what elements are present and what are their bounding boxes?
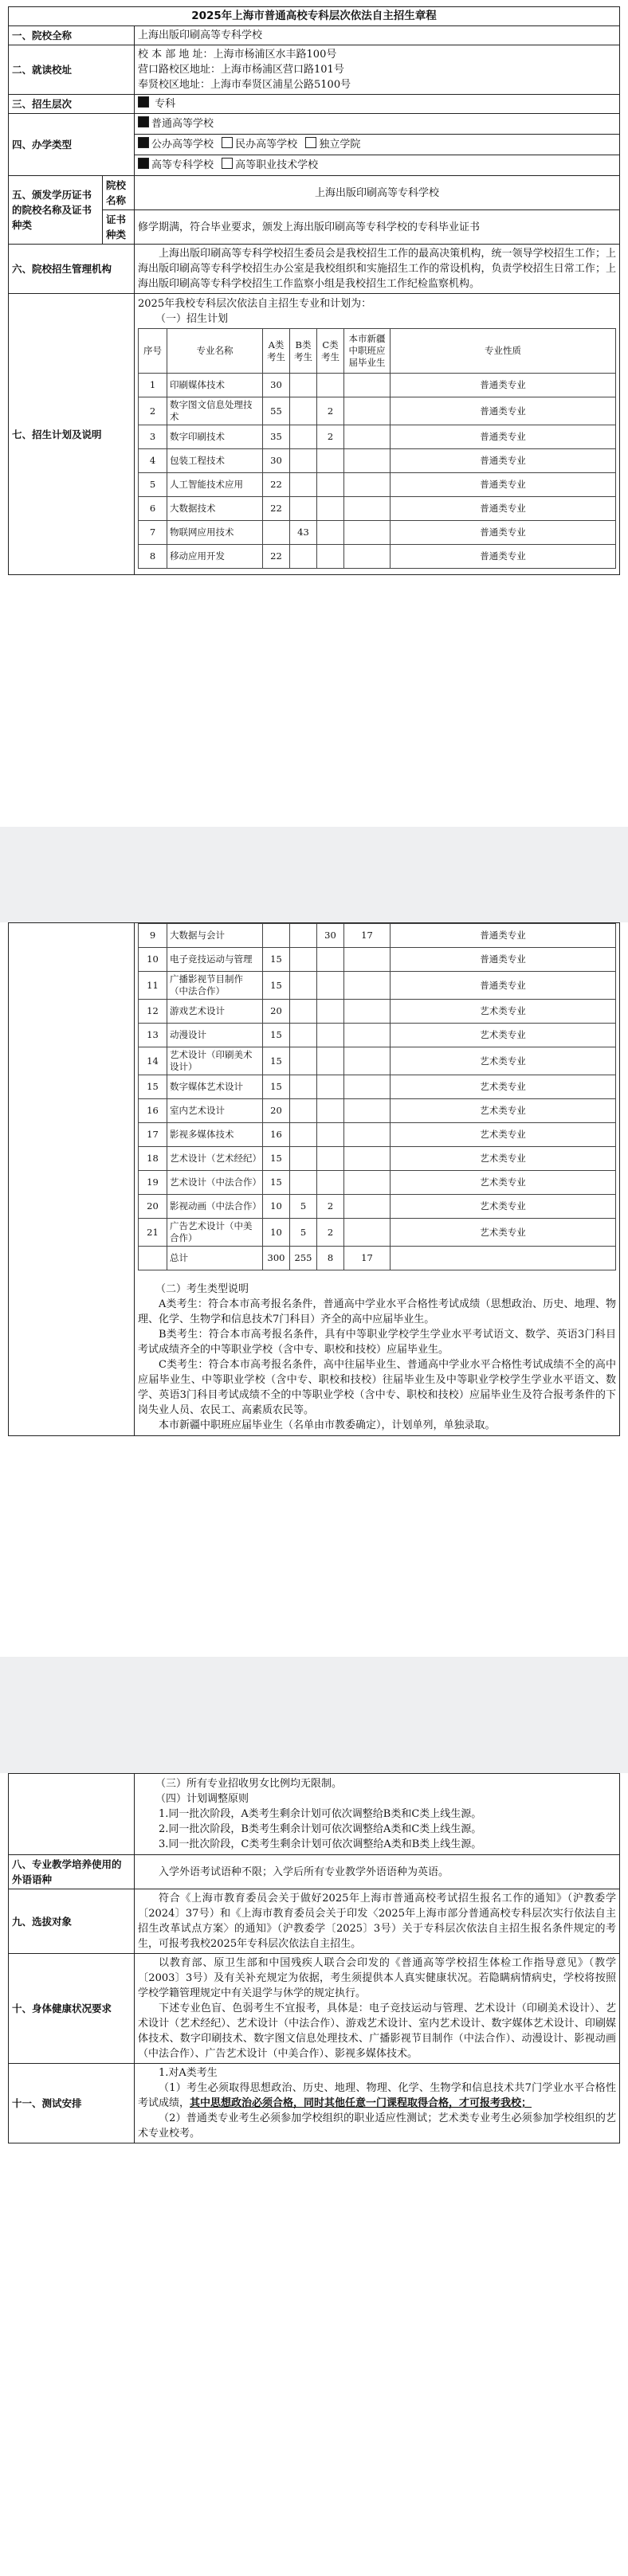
plan-table-cell bbox=[317, 545, 344, 569]
plan-table-cell: 9 bbox=[139, 924, 167, 948]
type-option: 独立学院 bbox=[319, 139, 361, 151]
type-a-text: A类考生：符合本市高考报名条件，普通高中学业水平合格性考试成绩（思想政治、历史、地理、物理、化学、生物学和信息技术7门科目）齐全的高中应届毕业生。 bbox=[138, 1298, 616, 1325]
plan-table-cell: 普通类专业 bbox=[391, 473, 616, 497]
plan-table-cell: 2 bbox=[317, 1195, 344, 1219]
plan-table-cell: 10 bbox=[139, 948, 167, 972]
plan-table-cell: 2 bbox=[317, 425, 344, 449]
adjust-rule: 2.同一批次阶段，B类考生剩余计划可依次调整给A类和C类上线生源。 bbox=[159, 1823, 482, 1835]
plan-table-row bbox=[139, 545, 616, 569]
plan-table-cell bbox=[344, 497, 391, 521]
level-label: 三、招生层次 bbox=[9, 95, 135, 114]
plan-table-cell: 2 bbox=[139, 397, 167, 425]
plan-table-cell: 22 bbox=[263, 545, 290, 569]
plan-table-cell: 数字印刷技术 bbox=[167, 425, 263, 449]
address-line: 校 本 部 地 址：上海市杨浦区水丰路100号 bbox=[138, 49, 337, 61]
plan-table-cell bbox=[344, 521, 391, 545]
plan-table-row bbox=[139, 473, 616, 497]
plan-table-row bbox=[139, 374, 616, 397]
plan-table-cell: 13 bbox=[139, 1024, 167, 1047]
plan-table-cell: 15 bbox=[263, 972, 290, 1000]
plan-table-cell bbox=[317, 1171, 344, 1195]
type-b-text: B类考生：符合本市高考报名条件，具有中等职业学校学生学业水平考试语文、数学、英语3门科目考试成绩齐全的中等职业学校（含中专、职校和技校）应届毕业生。 bbox=[138, 1329, 616, 1356]
plan-table-cell: 电子竞技运动与管理 bbox=[167, 948, 263, 972]
plan-table-row bbox=[139, 972, 616, 1000]
exam-line-2-emphasis: 其中思想政治必须合格，同时其他任意一门课程取得合格，才可报考我校； bbox=[190, 2097, 532, 2109]
plan-table-row bbox=[139, 948, 616, 972]
plan-table-cell: 10 bbox=[263, 1195, 290, 1219]
plan-table-cell: 影视动画（中法合作） bbox=[167, 1195, 263, 1219]
xinjiang-text: 本市新疆中职班应届毕业生（名单由市教委确定），计划单列，单独录取。 bbox=[159, 1419, 496, 1431]
plan-table-row bbox=[139, 1000, 616, 1024]
plan-table-cell bbox=[344, 1171, 391, 1195]
exam-line-2-text: （1）考生必须取得思想政治、历史、地理、物理、化学、生物学和信息技术共7门学业水平合格性考试成绩， bbox=[138, 2082, 616, 2109]
plan-table-cell: 艺术类专业 bbox=[391, 1147, 616, 1171]
plan-table-cell bbox=[317, 1000, 344, 1024]
plan-table-cell: 30 bbox=[263, 374, 290, 397]
plan-table-cell bbox=[344, 449, 391, 473]
adjust-rule: 3.同一批次阶段，C类考生剩余计划可依次调整给A类和B类上线生源。 bbox=[159, 1838, 482, 1850]
plan-table-cell: 16 bbox=[263, 1123, 290, 1147]
plan-table-cell: 游戏艺术设计 bbox=[167, 1000, 263, 1024]
plan-table-cell bbox=[344, 1000, 391, 1024]
cert-school-label: 院校名称 bbox=[103, 176, 135, 210]
plan-table-cell: 12 bbox=[139, 1000, 167, 1024]
plan-table-header: 本市新疆中职班应届毕业生 bbox=[344, 329, 391, 374]
plan-table-row bbox=[139, 425, 616, 449]
plan-table-cell: 普通类专业 bbox=[391, 425, 616, 449]
mgmt-text: 上海出版印刷高等专科学校招生委员会是我校招生工作的最高决策机构，统一领导学校招生工作；上海出版印刷高等专科学校招生办公室是我校组织和实施招生工作的常设机构，负责学校招生日常工作；上海出版印刷高等专科学校招生工作监察小组是我校招生工作纪检监察机构。 bbox=[138, 248, 616, 290]
plan-table-cell bbox=[290, 1075, 317, 1099]
plan-table-cell: 普通类专业 bbox=[391, 497, 616, 521]
adjust-rule: 1.同一批次阶段，A类考生剩余计划可依次调整给B类和C类上线生源。 bbox=[159, 1808, 482, 1820]
plan-table-cell: 30 bbox=[263, 449, 290, 473]
charter-table-continued bbox=[8, 922, 620, 1436]
plan-table-cell: 室内艺术设计 bbox=[167, 1099, 263, 1123]
type-option: 公办高等学校 bbox=[151, 139, 214, 151]
plan-table-cell: 广播影视节目制作（中法合作） bbox=[167, 972, 263, 1000]
plan-table-cell: 20 bbox=[139, 1195, 167, 1219]
plan-table-cell: 艺术类专业 bbox=[391, 1075, 616, 1099]
plan-sub2: （二）考生类型说明 bbox=[155, 1283, 249, 1295]
plan-table-cell: 255 bbox=[290, 1247, 317, 1270]
plan-table-cell: 15 bbox=[263, 948, 290, 972]
plan-table-cell bbox=[344, 1219, 391, 1247]
plan-table-cell: 15 bbox=[263, 1047, 290, 1075]
plan-table-cell: 21 bbox=[139, 1219, 167, 1247]
plan-table-cell bbox=[344, 1195, 391, 1219]
plan-table-cell: 普通类专业 bbox=[391, 449, 616, 473]
plan-table-part1 bbox=[138, 328, 616, 569]
plan-table-cell: 包装工程技术 bbox=[167, 449, 263, 473]
plan-table-cell: 18 bbox=[139, 1147, 167, 1171]
plan-table-header: B类考生 bbox=[290, 329, 317, 374]
plan-table-cell bbox=[317, 449, 344, 473]
plan-table-row bbox=[139, 1195, 616, 1219]
plan-table-cell: 17 bbox=[344, 924, 391, 948]
checked-box-icon bbox=[138, 158, 149, 169]
plan-table-row bbox=[139, 397, 616, 425]
plan-table-cell: 22 bbox=[263, 497, 290, 521]
plan-table-cell bbox=[317, 473, 344, 497]
plan-table-cell: 16 bbox=[139, 1099, 167, 1123]
plan-table-cell: 5 bbox=[139, 473, 167, 497]
plan-table-cell: 普通类专业 bbox=[391, 374, 616, 397]
type-label: 四、办学类型 bbox=[9, 114, 135, 176]
plan-table-cell bbox=[317, 1147, 344, 1171]
plan-table-cell: 14 bbox=[139, 1047, 167, 1075]
plan-table-cell: 5 bbox=[290, 1219, 317, 1247]
plan-table-cell bbox=[290, 1099, 317, 1123]
exam-line-1: 1.对A类考生 bbox=[159, 2067, 218, 2079]
plan-table-row bbox=[139, 1219, 616, 1247]
health-label: 十、身体健康状况要求 bbox=[9, 1954, 135, 2064]
lang-label: 八、专业教学培养使用的外语语种 bbox=[9, 1855, 135, 1889]
plan-sub4: （四）计划调整原则 bbox=[155, 1793, 249, 1805]
page-gap bbox=[0, 827, 628, 922]
charter-table-page3 bbox=[8, 1773, 620, 2143]
plan-table-cell: 15 bbox=[263, 1147, 290, 1171]
plan-table-cell: 艺术类专业 bbox=[391, 1099, 616, 1123]
address-value bbox=[135, 45, 620, 95]
plan-table-cell: 印刷媒体技术 bbox=[167, 374, 263, 397]
plan-table-cell: 普通类专业 bbox=[391, 948, 616, 972]
cert-type-label: 证书种类 bbox=[103, 210, 135, 245]
plan-table-cell bbox=[317, 948, 344, 972]
plan-table-cell: 15 bbox=[263, 1024, 290, 1047]
plan-label-continued bbox=[9, 923, 135, 1436]
plan-table-cell: 动漫设计 bbox=[167, 1024, 263, 1047]
plan-table-cell: 艺术类专业 bbox=[391, 1047, 616, 1075]
plan-table-cell bbox=[317, 521, 344, 545]
plan-table-header: C类考生 bbox=[317, 329, 344, 374]
type-option: 普通高等学校 bbox=[151, 118, 214, 130]
plan-table-cell bbox=[344, 1075, 391, 1099]
plan-table-cell bbox=[290, 1000, 317, 1024]
plan-table-cell bbox=[290, 1123, 317, 1147]
plan-table-part2 bbox=[138, 923, 616, 1270]
plan-table-cell: 15 bbox=[263, 1075, 290, 1099]
plan-table-cell: 艺术类专业 bbox=[391, 1171, 616, 1195]
health-text-2: 下述专业色盲、色弱考生不宜报考，具体是：电子竞技运动与管理、艺术设计（印刷美术设计）、艺术设计（艺术经纪）、艺术设计（中法合作）、游戏艺术设计、室内艺术设计、数字媒体艺术设计、印刷媒体技术、数字印刷技术、数字图文信息处理技术、广播影视节目制作（中法合作）、动漫设计、影视动画（中法合作）、广告艺术设计（中美合作）、影视多媒体技术。 bbox=[138, 2002, 616, 2060]
exam-line-2 bbox=[138, 2081, 616, 2111]
plan-table-cell: 人工智能技术应用 bbox=[167, 473, 263, 497]
unchecked-box-icon bbox=[222, 137, 233, 148]
plan-table-cell bbox=[290, 397, 317, 425]
plan-table-cell bbox=[290, 449, 317, 473]
plan-table-cell: 300 bbox=[263, 1247, 290, 1270]
plan-table-cell bbox=[290, 972, 317, 1000]
type-option: 高等职业技术学校 bbox=[235, 159, 319, 171]
plan-table-cell bbox=[317, 1123, 344, 1147]
plan-sub1: （一）招生计划 bbox=[155, 313, 229, 325]
plan-intro: 2025年我校专科层次依法自主招生专业和计划为： bbox=[138, 298, 372, 310]
plan-table-header: 序号 bbox=[139, 329, 167, 374]
level-value bbox=[135, 95, 620, 114]
plan-table-cell bbox=[344, 1024, 391, 1047]
plan-table-cell: 7 bbox=[139, 521, 167, 545]
plan-table-cell bbox=[344, 1147, 391, 1171]
plan-table-cell bbox=[263, 521, 290, 545]
level-option: 专科 bbox=[155, 98, 176, 110]
plan-table-row bbox=[139, 1171, 616, 1195]
lang-text: 入学外语考试语种不限；入学后所有专业教学外语语种为英语。 bbox=[159, 1865, 449, 1878]
plan-table-cell: 普通类专业 bbox=[391, 397, 616, 425]
plan-table-cell bbox=[317, 374, 344, 397]
plan-table-cell bbox=[344, 473, 391, 497]
plan-table-row bbox=[139, 1099, 616, 1123]
plan-table-cell: 4 bbox=[139, 449, 167, 473]
plan-table-cell bbox=[317, 1099, 344, 1123]
plan-table-cell bbox=[290, 1047, 317, 1075]
plan-table-header: 专业性质 bbox=[391, 329, 616, 374]
plan-table-cell: 20 bbox=[263, 1000, 290, 1024]
plan-label: 七、招生计划及说明 bbox=[9, 294, 135, 575]
plan-table-row bbox=[139, 449, 616, 473]
plan-table-cell: 移动应用开发 bbox=[167, 545, 263, 569]
plan-table-cell bbox=[290, 1171, 317, 1195]
type-option: 高等专科学校 bbox=[151, 159, 214, 171]
unchecked-box-icon bbox=[222, 158, 233, 169]
plan-table-cell bbox=[344, 425, 391, 449]
page-3 bbox=[8, 1773, 620, 2143]
plan-table-row bbox=[139, 1147, 616, 1171]
address-label: 二、就读校址 bbox=[9, 45, 135, 95]
plan-sub3: （三）所有专业招收男女比例均无限制。 bbox=[155, 1778, 343, 1790]
plan-table-cell bbox=[290, 473, 317, 497]
plan-table-cell: 3 bbox=[139, 425, 167, 449]
plan-table-cell: 普通类专业 bbox=[391, 521, 616, 545]
plan-table-header: A类考生 bbox=[263, 329, 290, 374]
plan-table-cell bbox=[317, 1075, 344, 1099]
plan-table-cell: 8 bbox=[317, 1247, 344, 1270]
plan-table-cell: 艺术设计（印刷美术设计） bbox=[167, 1047, 263, 1075]
plan-table-cell bbox=[317, 1047, 344, 1075]
plan-table-cell: 19 bbox=[139, 1171, 167, 1195]
plan-table-row bbox=[139, 521, 616, 545]
plan-table-cell bbox=[290, 924, 317, 948]
plan-table-row bbox=[139, 1075, 616, 1099]
exam-label: 十一、测试安排 bbox=[9, 2064, 135, 2143]
plan-table-cell bbox=[391, 1247, 616, 1270]
plan-table-cell bbox=[290, 545, 317, 569]
plan-table-cell: 6 bbox=[139, 497, 167, 521]
school-name-label: 一、院校全称 bbox=[9, 26, 135, 45]
plan-table-cell: 艺术类专业 bbox=[391, 1219, 616, 1247]
plan-table-cell bbox=[139, 1247, 167, 1270]
plan-table-cell bbox=[290, 1147, 317, 1171]
plan-table-cell: 5 bbox=[290, 1195, 317, 1219]
plan-table-row bbox=[139, 1024, 616, 1047]
plan-table-cell: 物联网应用技术 bbox=[167, 521, 263, 545]
plan-table-cell bbox=[290, 374, 317, 397]
plan-table-cell: 艺术设计（艺术经纪） bbox=[167, 1147, 263, 1171]
plan-table-cell: 艺术设计（中法合作） bbox=[167, 1171, 263, 1195]
plan-table-cell: 17 bbox=[344, 1247, 391, 1270]
address-line: 奉贤校区地址：上海市奉贤区浦星公路5100号 bbox=[138, 79, 351, 91]
charter-table bbox=[8, 6, 620, 575]
plan-table-cell: 30 bbox=[317, 924, 344, 948]
plan-table-cell bbox=[344, 1123, 391, 1147]
plan-table-cell: 大数据与会计 bbox=[167, 924, 263, 948]
plan-table-cell bbox=[344, 397, 391, 425]
plan-table-cell: 15 bbox=[139, 1075, 167, 1099]
plan-table-cell: 数字图文信息处理技术 bbox=[167, 397, 263, 425]
plan-table-cell: 20 bbox=[263, 1099, 290, 1123]
plan-table-header: 专业名称 bbox=[167, 329, 263, 374]
plan-table-cell: 22 bbox=[263, 473, 290, 497]
plan-table-cell bbox=[344, 948, 391, 972]
page-2 bbox=[8, 922, 620, 1436]
plan-table-cell bbox=[317, 1024, 344, 1047]
page-1 bbox=[8, 6, 620, 575]
checked-box-icon bbox=[138, 96, 149, 108]
plan-table-cell: 11 bbox=[139, 972, 167, 1000]
plan-table-cell bbox=[344, 1099, 391, 1123]
plan-table-cell bbox=[317, 972, 344, 1000]
plan-table-row bbox=[139, 497, 616, 521]
plan-table-cell bbox=[344, 374, 391, 397]
plan-table-cell bbox=[263, 924, 290, 948]
plan-table-cell bbox=[290, 1024, 317, 1047]
plan-table-row bbox=[139, 1247, 616, 1270]
plan-table-cell: 数字媒体艺术设计 bbox=[167, 1075, 263, 1099]
health-text-1: 以教育部、原卫生部和中国残疾人联合会印发的《普通高等学校招生体检工作指导意见》（教学〔2003〕3号）及有关补充规定为依据，考生须提供本人真实健康状况。若隐瞒病情病史，学校将按照学校学籍管理规定中有关退学与休学的规定执行。 bbox=[138, 1957, 616, 1999]
plan-table-row bbox=[139, 1047, 616, 1075]
checked-box-icon bbox=[138, 137, 149, 148]
plan-table-cell bbox=[290, 425, 317, 449]
plan-table-row bbox=[139, 1123, 616, 1147]
exam-line-3: （2）普通类专业考生必须参加学校组织的职业适应性测试；艺术类专业考生必须参加学校组织的艺术专业校考。 bbox=[138, 2112, 616, 2139]
plan-table-cell bbox=[344, 972, 391, 1000]
plan-table-cell: 艺术类专业 bbox=[391, 1195, 616, 1219]
plan-table-row bbox=[139, 924, 616, 948]
unchecked-box-icon bbox=[305, 137, 316, 148]
plan-table-cell: 43 bbox=[290, 521, 317, 545]
checked-box-icon bbox=[138, 116, 149, 127]
plan-table-cell: 55 bbox=[263, 397, 290, 425]
plan-table-cell bbox=[290, 948, 317, 972]
document-title: 2025年上海市普通高校专科层次依法自主招生章程 bbox=[9, 7, 620, 26]
plan-table-cell: 大数据技术 bbox=[167, 497, 263, 521]
plan-table-cell: 艺术类专业 bbox=[391, 1000, 616, 1024]
plan-table-cell: 艺术类专业 bbox=[391, 1123, 616, 1147]
school-name-value: 上海出版印刷高等专科学校 bbox=[135, 26, 620, 45]
plan-label-continued bbox=[9, 1774, 135, 1855]
plan-table-cell: 2 bbox=[317, 1219, 344, 1247]
type-c-text: C类考生：符合本市高考报名条件，高中往届毕业生、普通高中学业水平合格性考试成绩不全的高中应届毕业生、中等职业学校（含中专、职校和技校）往届毕业生及中等职业学校学生学业水平语文、数学、英语3门科目考试成绩不全的中等职业学校（含中专、职校和技校）应届毕业生及符合报考条件的下岗失业人员、农民工、高素质农民等。 bbox=[138, 1359, 616, 1416]
plan-table-cell bbox=[290, 497, 317, 521]
plan-table-cell: 普通类专业 bbox=[391, 545, 616, 569]
type-value bbox=[135, 114, 620, 176]
plan-table-cell: 35 bbox=[263, 425, 290, 449]
plan-table-cell: 总计 bbox=[167, 1247, 263, 1270]
plan-table-cell: 普通类专业 bbox=[391, 972, 616, 1000]
plan-table-cell: 艺术类专业 bbox=[391, 1024, 616, 1047]
plan-table-cell: 8 bbox=[139, 545, 167, 569]
cert-school-value: 上海出版印刷高等专科学校 bbox=[135, 176, 620, 210]
plan-table-cell: 2 bbox=[317, 397, 344, 425]
mgmt-label: 六、院校招生管理机构 bbox=[9, 245, 135, 294]
plan-table-cell bbox=[317, 497, 344, 521]
plan-table-cell: 广告艺术设计（中美合作） bbox=[167, 1219, 263, 1247]
plan-table-cell bbox=[344, 545, 391, 569]
address-line: 营口路校区地址：上海市杨浦区营口路101号 bbox=[138, 64, 344, 76]
plan-table-cell: 影视多媒体技术 bbox=[167, 1123, 263, 1147]
plan-table-cell: 1 bbox=[139, 374, 167, 397]
target-label: 九、选拔对象 bbox=[9, 1889, 135, 1954]
plan-table-cell: 17 bbox=[139, 1123, 167, 1147]
plan-table-cell bbox=[344, 1047, 391, 1075]
plan-table-cell: 10 bbox=[263, 1219, 290, 1247]
target-text: 符合《上海市教育委员会关于做好2025年上海市普通高校考试招生报名工作的通知》（沪教委学〔2024〕37号）和《上海市教育委员会关于印发〈2025年上海市部分普通高校专科层次实行依法自主招生改革试点方案〉的通知》（沪教委学〔2025〕3号）关于专科层次依法自主招生报名条件规定的考生，可报考我校2025年专科层次依法自主招生。 bbox=[138, 1893, 616, 1950]
plan-table-cell: 普通类专业 bbox=[391, 924, 616, 948]
page-gap bbox=[0, 1657, 628, 1773]
cert-label: 五、颁发学历证书的院校名称及证书种类 bbox=[9, 176, 103, 245]
plan-table-cell: 15 bbox=[263, 1171, 290, 1195]
type-option: 民办高等学校 bbox=[235, 139, 298, 151]
cert-type-value: 修学期满，符合毕业要求，颁发上海出版印刷高等专科学校的专科毕业证书 bbox=[135, 210, 620, 245]
